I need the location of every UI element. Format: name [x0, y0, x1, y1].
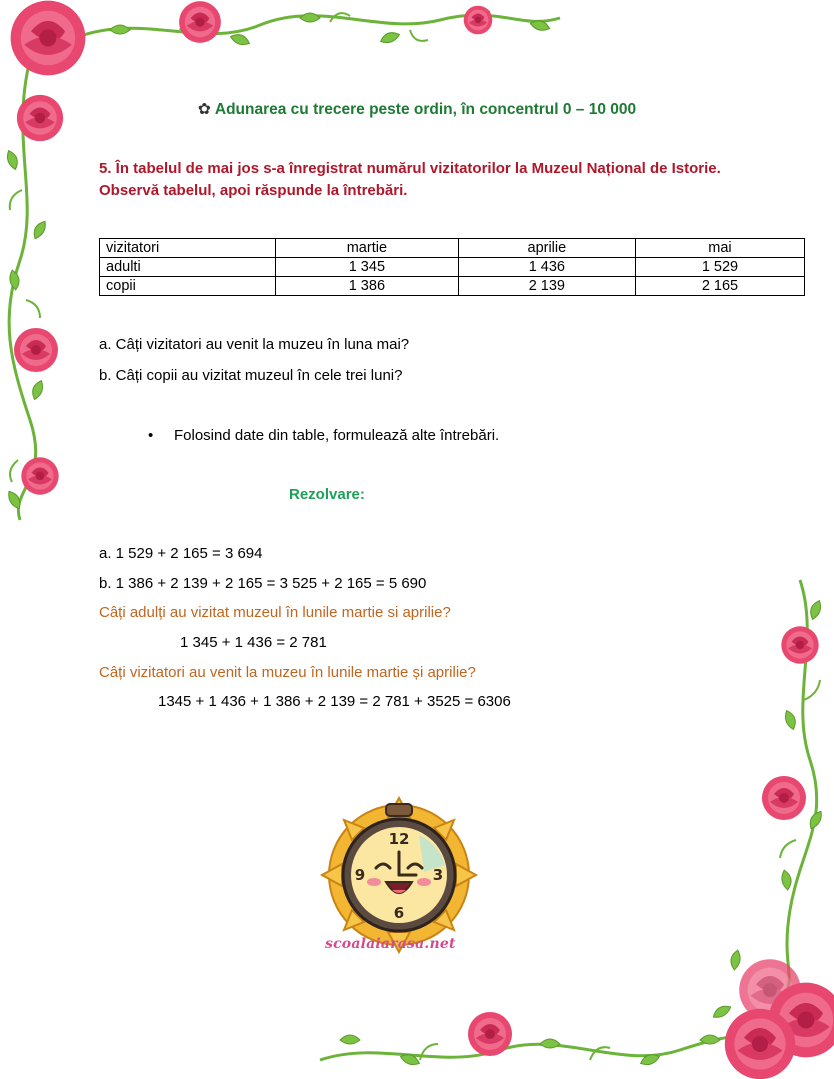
table-row-label: copii	[100, 277, 276, 296]
clock-number-12: 12	[388, 830, 410, 848]
visitors-table	[99, 238, 805, 296]
table-header-cell: mai	[635, 239, 804, 258]
question-b: b. Câți copii au vizitat muzeul în cele trei luni?	[99, 367, 403, 384]
clock-number-6: 6	[393, 904, 405, 922]
bullet-item	[148, 427, 499, 444]
extra-question-2: Câți vizitatori au venit la muzeu în lunile martie și aprilie?	[99, 664, 476, 681]
table-cell: 2 165	[635, 277, 804, 296]
table-row-children	[100, 277, 805, 296]
logo-website-text: scoalaiarasa.net	[325, 936, 456, 952]
clock-number-3: 3	[432, 866, 444, 884]
question-a: a. Câți vizitatori au venit la muzeu în luna mai?	[99, 336, 410, 353]
clock-mascot-logo	[314, 790, 484, 960]
table-cell: 1 436	[458, 258, 635, 277]
table-header-cell: vizitatori	[100, 239, 276, 258]
table-cell: 1 386	[276, 277, 459, 296]
extra-question-1: Câți adulți au vizitat muzeul în lunile martie si aprilie?	[99, 604, 451, 621]
bullet-text: Folosind date din table, formulează alte întrebări.	[174, 427, 500, 444]
extra-answer-2: 1345 + 1 436 + 1 386 + 2 139 = 2 781 + 3525 = 6306	[158, 693, 511, 710]
task-statement: 5. În tabelul de mai jos s-a înregistrat numărul vizitatorilor la Muzeul Național de Istorie. Observă tabelul, apoi răspunde la întrebări.	[99, 160, 721, 199]
page-title-text: Adunarea cu trecere peste ordin, în concentrul 0 – 10 000	[214, 101, 637, 118]
clock-number-9: 9	[354, 866, 366, 884]
table-cell: 1 345	[276, 258, 459, 277]
table-header-cell: aprilie	[458, 239, 635, 258]
flower-icon: ✿	[197, 101, 211, 118]
table-cell: 2 139	[458, 277, 635, 296]
table-row-adults	[100, 258, 805, 277]
extra-answer-1: 1 345 + 1 436 = 2 781	[180, 634, 327, 651]
solution-line-b: b. 1 386 + 2 139 + 2 165 = 3 525 + 2 165 = 5 690	[99, 575, 427, 592]
table-header-row	[100, 239, 805, 258]
solution-title: Rezolvare:	[289, 486, 365, 503]
table-header-cell: martie	[276, 239, 459, 258]
page-title	[0, 100, 834, 119]
bullet-icon: •	[148, 427, 154, 444]
solution-line-a: a. 1 529 + 2 165 = 3 694	[99, 545, 263, 562]
table-cell: 1 529	[635, 258, 804, 277]
table-row-label: adulti	[100, 258, 276, 277]
